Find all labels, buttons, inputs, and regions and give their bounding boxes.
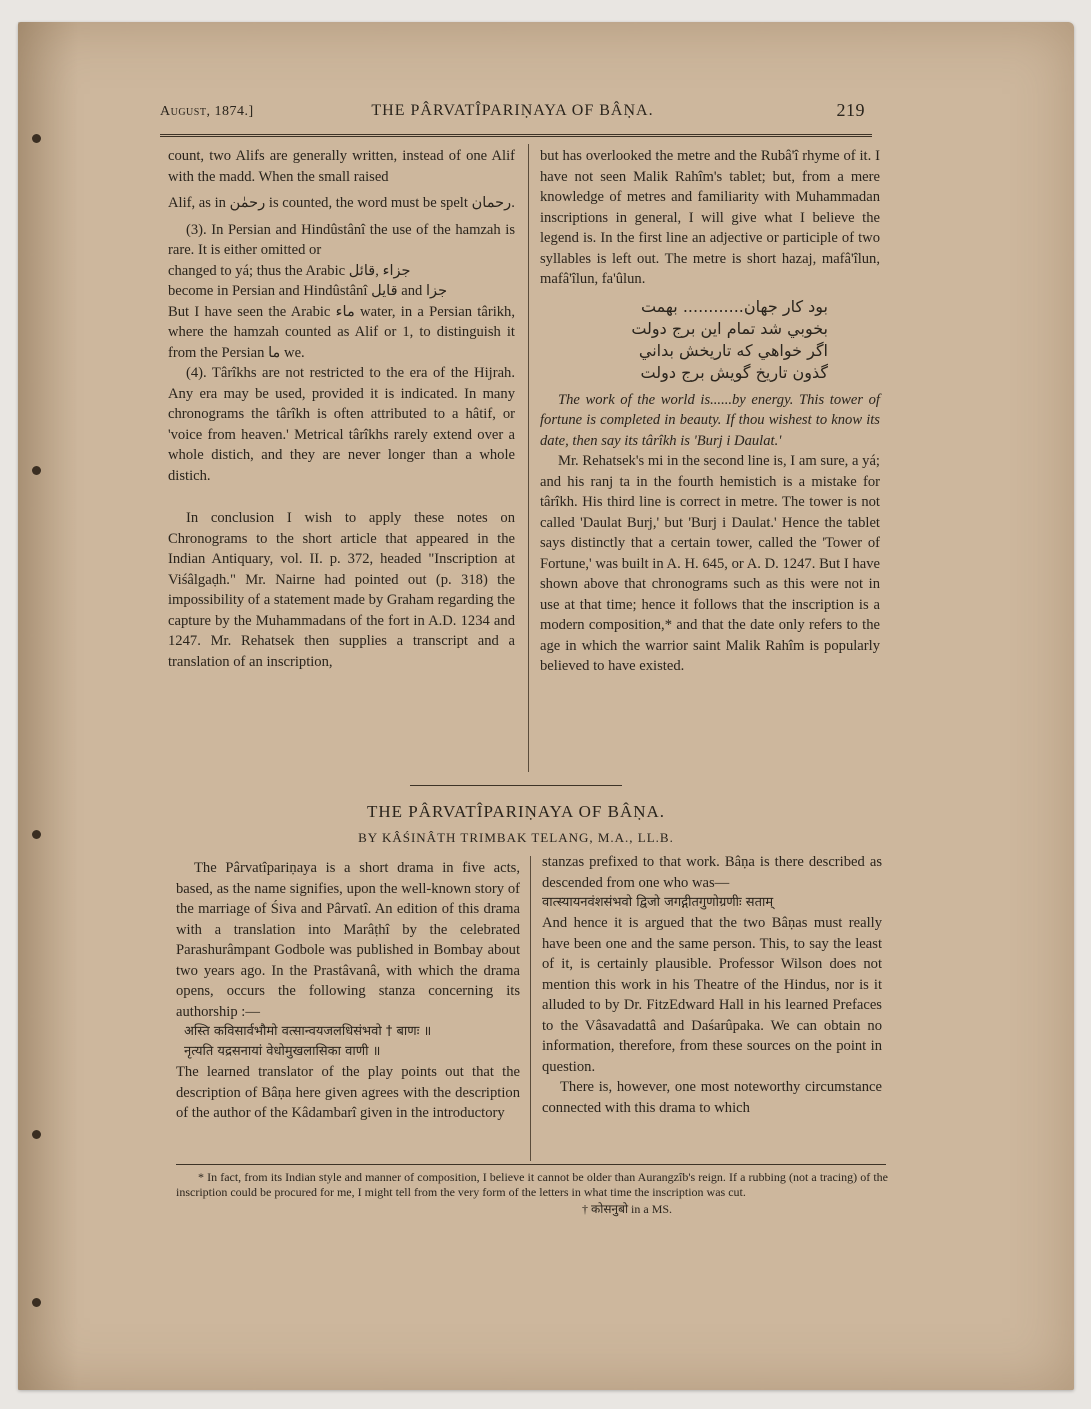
binding-hole — [32, 1130, 41, 1139]
sanskrit-line: अस्ति कविसार्वभौमो वत्सान्वयजलधिसंभवो † बाणः ॥ — [184, 1024, 432, 1039]
translation: The work of the world is......by energy. This tower of fortune is completed in beauty. If thou wishest to know its date, then say its târîkh is 'Burj i Daulat.' — [540, 391, 880, 449]
right-column-upper — [540, 146, 880, 677]
verse-line: بود کار جهان............ بهمت — [640, 296, 828, 316]
binding-hole — [32, 1298, 41, 1307]
footnote-dagger: † कोसनुबो in a MS. — [582, 1202, 673, 1216]
section-rule — [410, 785, 622, 786]
left-column-lower — [176, 858, 520, 1124]
page-number: 219 — [836, 100, 865, 120]
header-title: THE PÂRVATÎPARIṆAYA OF BÂṆA. — [371, 102, 654, 119]
right-column-lower — [542, 852, 882, 1118]
header-date: August, 1874.] — [160, 104, 254, 119]
header-rule — [160, 134, 872, 137]
binding-hole — [32, 830, 41, 839]
paragraph: Mr. Rehatsek's mi in the second line is, I am sure, a yá; and his ranj ta in the fourth hemistich is a mistake for târîkh. His third line is correct in metre. The tower is not called 'Daulat Burj,' but 'Burj i Daulat.' Hence the tablet says distinctly that a certain tower, called the 'Tower of Fortune,' was built in A. H. 645, or A. D. 1247. But I have shown above that chronograms such as this were not in use at that time; hence it follows that the inscription is a modern composition,* and that the date only refers to the age in which the warrior saint Malik Rahîm is popularly believed to have existed. — [540, 453, 880, 674]
paragraph: count, two Alifs are generally written, instead of one Alif with the madd. When the small raised — [168, 148, 515, 185]
article-title: THE PÂRVATÎPARIṆAYA OF BÂṆA. — [366, 802, 666, 821]
column-divider — [530, 856, 531, 1161]
paragraph: (3). In Persian and Hindûstânî the use of the hamzah is rare. It is either omitted or — [168, 221, 515, 258]
footnote — [176, 1170, 888, 1200]
paragraph: but has overlooked the metre and the Rubâ'î rhyme of it. I have not seen Malik Rahîm's tablet; but, from a mere knowledge of metres and familiarity with Muhammadan inscriptions in general, I will give what I believe the legend is. In the first line an adjective or participle of two syllables is left out. The metre is short hazaj, mafâ'îlun, mafâ'îlun, fa'ûlun. — [540, 148, 880, 287]
verse-line: گذون تاریخ گویش برج دولت — [640, 362, 828, 382]
paragraph: In conclusion I wish to apply these notes on Chronograms to the short article that appeared in the Indian Antiquary, vol. II. p. 372, headed "Inscription at Viśâlgaḍh." Mr. Nairne had pointed out (p. 318) the impossibility of a statement made by Graham regarding the capture by the Muhammadans of the fort in A.D. 1234 and 1247. Mr. Rehatsek then supplies a transcript and a translation of an inscription, — [168, 510, 515, 670]
paragraph: But I have seen the Arabic ماء water, in a Persian târikh, where the hamzah counted as Alif or 1, to distinguish it from the Persian ما we. — [168, 303, 515, 361]
verse-line: بخوبي شد تمام این برج دولت — [631, 318, 828, 338]
footnote-star: * In fact, from its Indian style and manner of composition, I believe it cannot be older than Aurangzîb's reign. If a rubbing (not a tracing) of the inscription could be procured for me, I might tell from the very form of the letters in what time the inscription was cut. — [176, 1170, 888, 1199]
paragraph: There is, however, one most noteworthy circumstance connected with this drama to which — [542, 1079, 882, 1116]
binding-hole — [32, 134, 41, 143]
paragraph: (4). Târîkhs are not restricted to the era of the Hijrah. Any era may be used, provided it is indicated. In many chronograms the târîkh is often attributed to a hâtif, or 'voice from heaven.' Metrical târîkhs rarely extend over a whole distich, and they are never longer than a whole distich. — [168, 365, 515, 484]
paragraph: Alif, as in رحمٰن is counted, the word must be spelt رحمان. — [168, 195, 515, 211]
paragraph: The Pârvatîpariṇaya is a short drama in five acts, based, as the name signifies, upon the well-known story of the marriage of Śiva and Pârvatî. An edition of this drama with a translation into Marâṭhî by the celebrated Parashurâmpant Godbole was published in Bombay about two years ago. In the Prastâvanâ, with which the drama opens, occurs the following stanza concerning its authorship :— — [176, 860, 520, 1020]
paragraph: changed to yá; thus the Arabic جزاء ,قائل — [168, 262, 411, 279]
running-header — [160, 100, 865, 126]
persian-verse — [540, 296, 880, 384]
article-byline: BY KÂŚINÂTH TRIMBAK TELANG, M.A., LL.B. — [358, 830, 674, 845]
verse-line: اگر خواهي که تاریخش بداني — [638, 340, 828, 360]
paragraph: stanzas prefixed to that work. Bâṇa is there described as descended from one who was— — [542, 854, 882, 891]
sanskrit-line: नृत्यति यद्रसनायां वेधोमुखलासिका वाणी ॥ — [184, 1044, 381, 1059]
left-column-upper — [168, 146, 515, 672]
column-divider — [528, 144, 529, 772]
footnote-rule — [176, 1164, 886, 1165]
paragraph: The learned translator of the play points out that the description of Bâṇa here given agrees with the description of the author of the Kâdambarî given in the introductory — [176, 1064, 520, 1121]
paragraph: become in Persian and Hindûstânî قایل and جزا — [168, 283, 448, 299]
paragraph: And hence it is argued that the two Bâṇas must really have been one and the same person. This, to say the least of it, is certainly plausible. Professor Wilson does not mention this work in his Theatre of the Hindus, nor is it alluded to by Dr. FitzEdward Hall in his learned Prefaces to the Vâsavadattâ and Daśarûpaka. We can obtain no information, therefore, from these sources on the point in question. — [542, 915, 882, 1075]
binding-hole — [32, 466, 41, 475]
sanskrit-line: वात्स्यायनवंशसंभवो द्विजो जगद्गीतगुणोग्रणीः सताम् — [542, 895, 774, 910]
